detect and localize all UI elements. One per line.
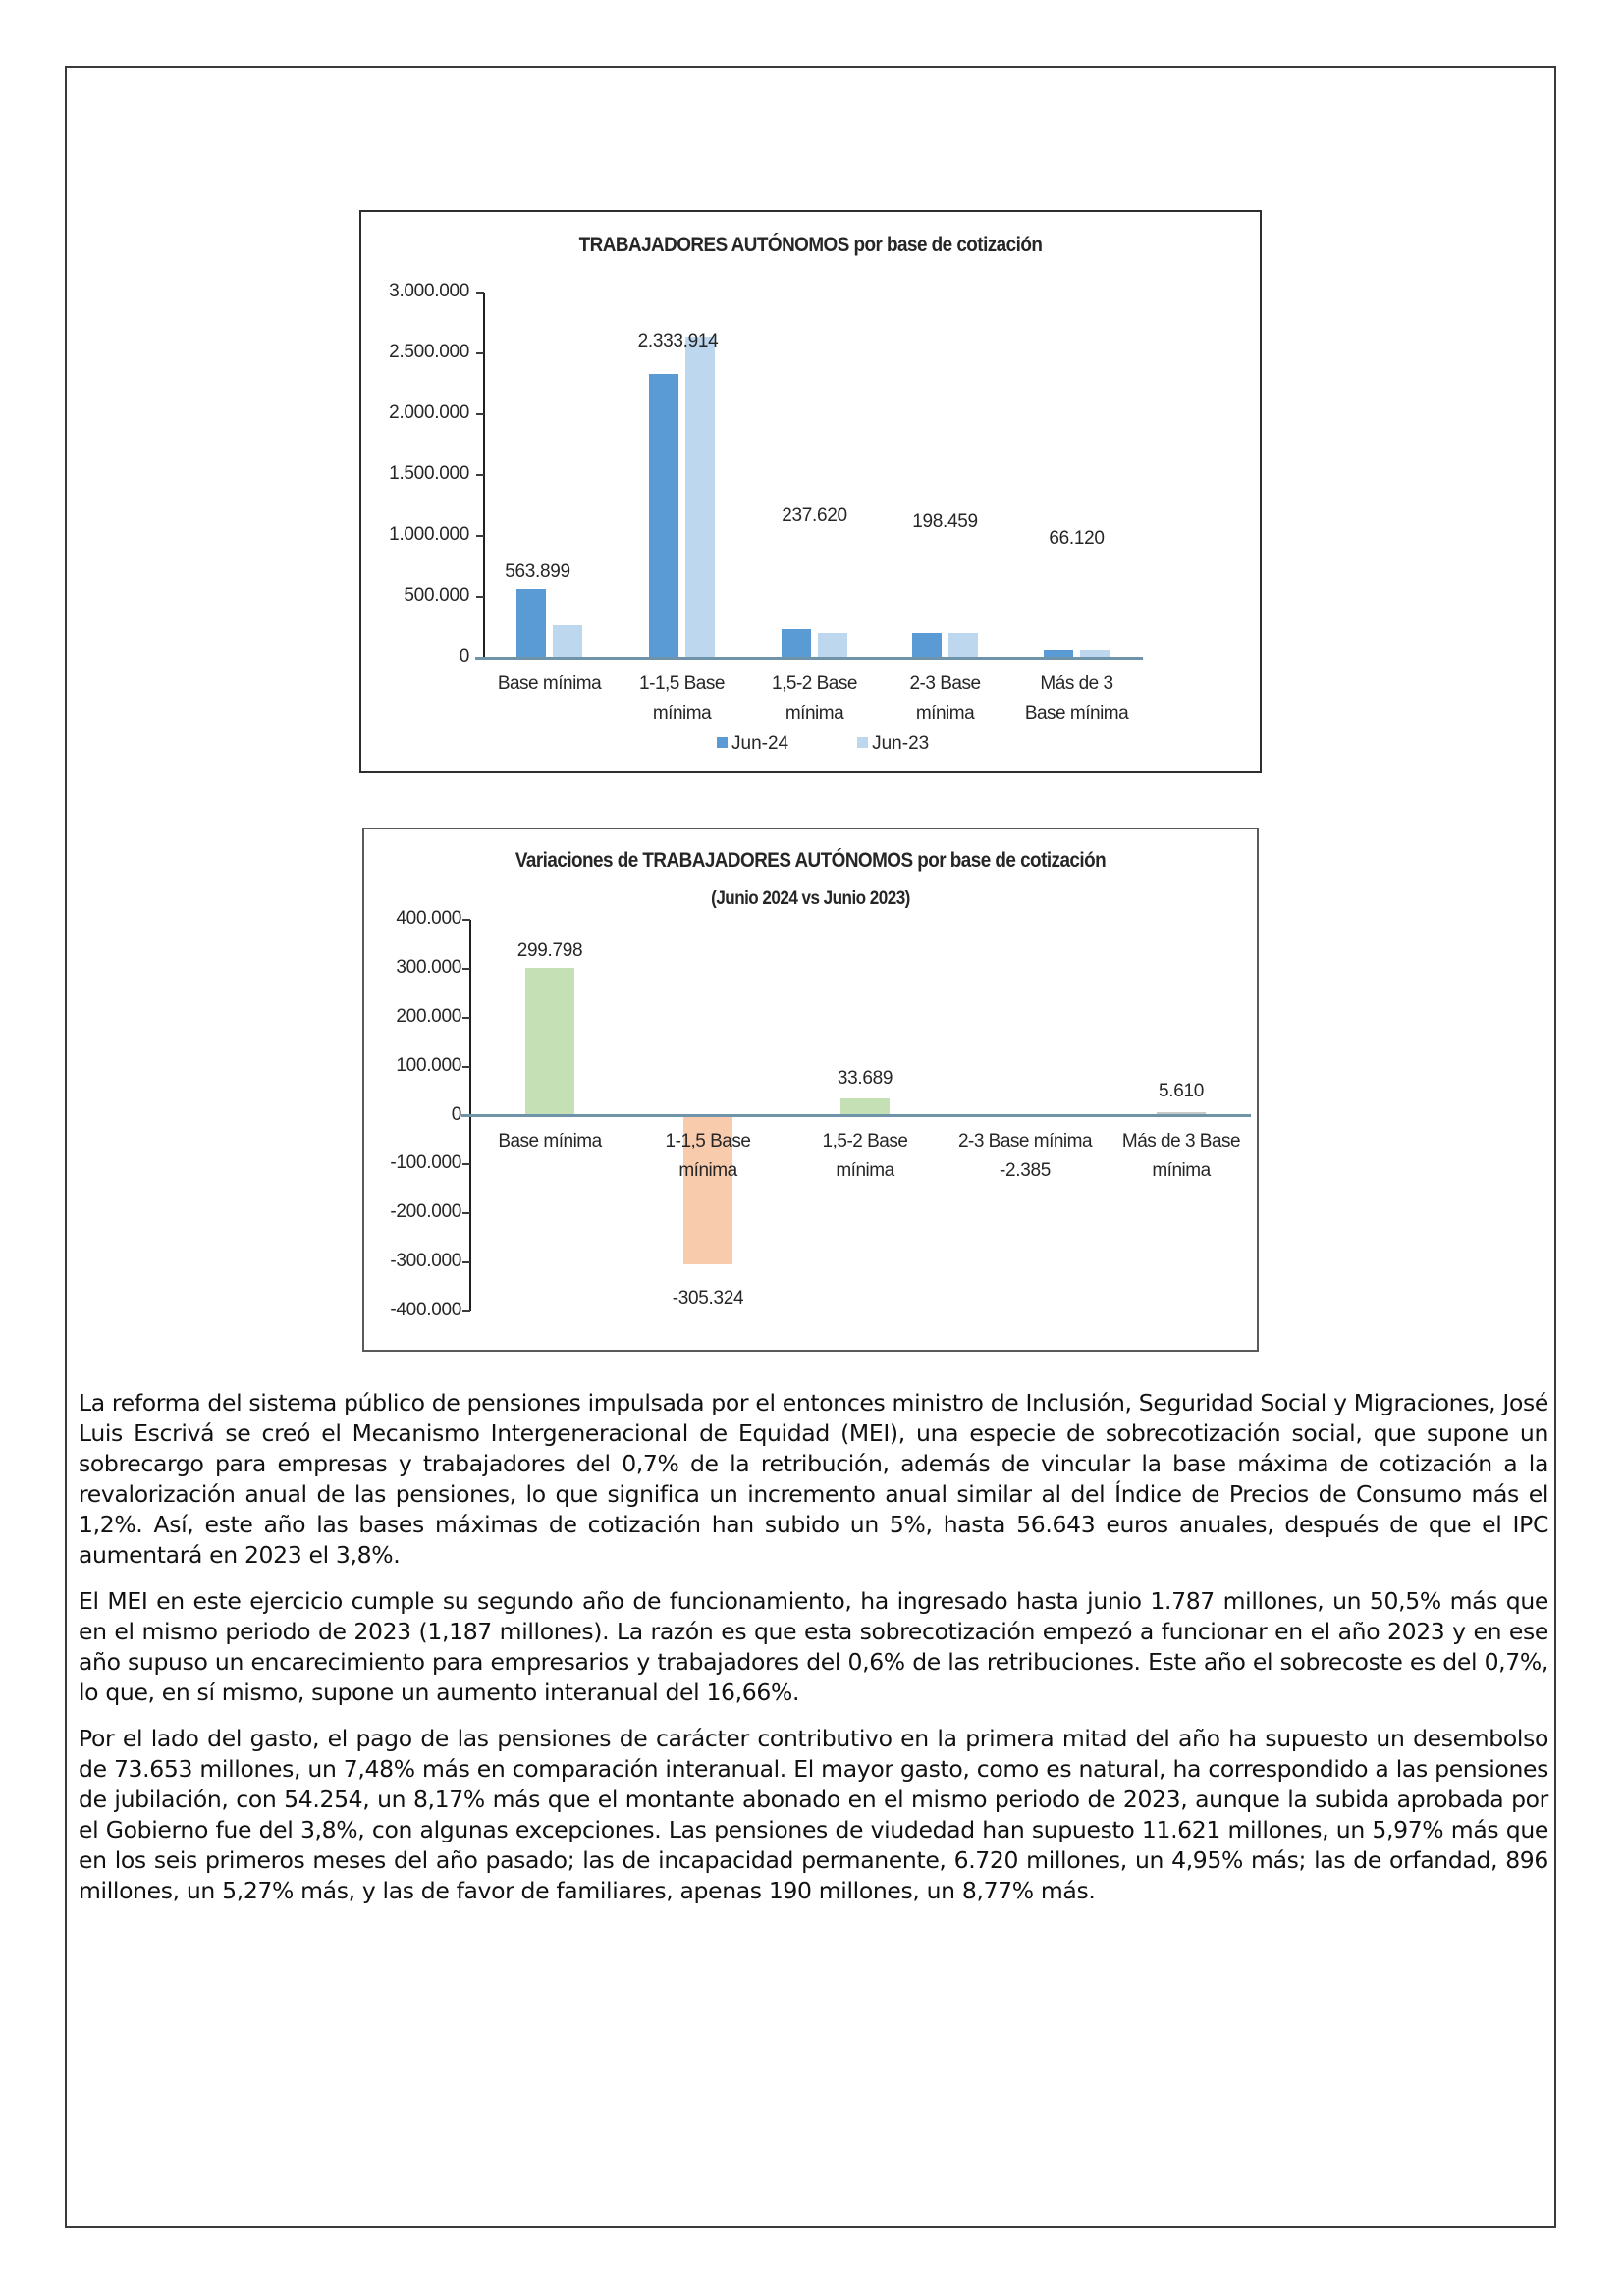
data-label: 66.120 <box>1049 528 1105 549</box>
y-tick <box>462 1212 470 1214</box>
y-tick-label: 2.000.000 <box>389 402 469 423</box>
data-label: 33.689 <box>837 1068 893 1089</box>
paragraph: El MEI en este ejercicio cumple su segundo año de funcionamiento, ha ingresado hasta junio 1.787 millones, un 50,5% más que en el mismo periodo de 2023 (1,187 millones). La razón es que esta sobrecotización empezó a funcionar en el año 2023 y en ese año supuso un encarecimiento para empresarios y trabajadores del 0,6% de las retribuciones. Este año el sobrecoste es del 0,7%, lo que, en sí mismo, supone un aumento interanual del 16,66%. <box>79 1587 1548 1706</box>
y-tick <box>462 1163 470 1165</box>
y-tick <box>462 919 470 921</box>
legend-item <box>717 733 788 754</box>
y-tick <box>462 968 470 970</box>
category-label-line: mínima <box>652 703 712 723</box>
category-label-line: Más de 3 Base <box>1121 1131 1241 1151</box>
y-tick-label: 0 <box>451 1103 461 1125</box>
y-tick <box>462 1017 470 1019</box>
article-body <box>79 1388 1548 1922</box>
category-label-line: Base mínima <box>1024 703 1129 723</box>
category-label-line: 1-1,5 Base <box>665 1131 751 1151</box>
y-tick-label: -100.000 <box>390 1152 461 1174</box>
paragraph: Por el lado del gasto, el pago de las pensiones de carácter contributivo en la primera mitad del año ha supuesto un desembolso de 73.653 millones, un 7,48% más en comparación interanual. El mayor gasto, como es natural, ha correspondido a las pensiones de jubilación, con 54.254, un 8,17% más que el montante abonado en el mismo periodo de 2023, aunque la subida aprobada por el Gobierno fue del 3,8%, con algunas excepciones. Las pensiones de viudedad han supuesto 11.621 millones, un 5,97% más que en los seis primeros meses del año pasado; las de incapacidad permanente, 6.720 millones, un 4,95% más; las de orfandad, 896 millones, un 5,27% más, y las de favor de familiares, apenas 190 millones, un 8,77% más. <box>79 1725 1548 1904</box>
legend-label: Jun-23 <box>872 733 930 754</box>
y-tick-label: 300.000 <box>396 956 461 978</box>
y-tick-label: 2.500.000 <box>389 342 469 362</box>
bar-jun-24 <box>912 633 942 658</box>
bar-jun-24 <box>782 629 811 658</box>
y-tick <box>476 413 484 415</box>
data-label: 198.459 <box>912 511 978 532</box>
bar-jun-23 <box>818 633 847 658</box>
legend-label: Jun-24 <box>731 733 789 754</box>
category-label-line: Más de 3 <box>1040 673 1113 694</box>
legend-swatch <box>717 737 728 748</box>
category-label <box>466 1127 633 1156</box>
data-label: -305.324 <box>672 1288 744 1308</box>
legend-item <box>857 733 929 754</box>
chart-legend <box>717 733 929 755</box>
y-tick <box>476 474 484 476</box>
paragraph: La reforma del sistema público de pensiones impulsada por el entonces ministro de Inclusión, Seguridad Social y Migraciones, José Luis Escrivá se creó el Mecanismo Intergeneracional de Equidad (MEI), una especie de sobrecotización social, que supone un sobrecargo para empresas y trabajadores del 0,7% de la retribución, además de vincular la base máxima de cotización a la revalorización anual de las pensiones, lo que significa un incremento anual similar al del Índice de Precios de Consumo más el 1,2%. Así, este año las bases máximas de cotización han subido un 5%, hasta 56.643 euros anuales, después de que el IPC aumentará en 2023 el 3,8%. <box>79 1389 1548 1569</box>
y-tick-label: 100.000 <box>396 1054 461 1076</box>
y-tick <box>476 292 484 294</box>
chart-title: Variaciones de TRABAJADORES AUTÓNOMOS por base de cotización <box>514 849 1107 872</box>
y-tick-label: 400.000 <box>396 908 461 929</box>
bar-positive <box>525 968 574 1115</box>
y-tick <box>476 352 484 354</box>
category-label <box>942 1127 1109 1156</box>
category-label-line: Base mínima <box>498 1131 602 1151</box>
y-tick-label: 0 <box>459 646 469 667</box>
y-tick-label: 200.000 <box>396 1005 461 1027</box>
y-tick-label: 500.000 <box>404 585 469 606</box>
y-tick-label: -200.000 <box>390 1201 461 1223</box>
y-tick <box>462 1310 470 1312</box>
y-tick <box>462 1066 470 1068</box>
y-tick-label: -400.000 <box>390 1300 461 1320</box>
category-label <box>994 669 1161 728</box>
legend-swatch <box>857 737 868 748</box>
category-label-line: mínima <box>915 703 975 723</box>
category-label-line: mínima <box>785 703 844 723</box>
y-tick <box>476 535 484 537</box>
bar-jun-23 <box>948 633 978 658</box>
data-label: -2.385 <box>999 1160 1052 1181</box>
category-label-line: 1,5-2 Base <box>822 1131 908 1151</box>
category-label-line: Base mínima <box>497 673 602 694</box>
category-label <box>782 1127 948 1186</box>
category-label <box>1098 1127 1265 1186</box>
category-label-line: 1,5-2 Base <box>772 673 857 694</box>
bar-jun-23 <box>685 337 715 658</box>
data-label: 2.333.914 <box>637 331 719 351</box>
y-tick-label: -300.000 <box>390 1251 461 1272</box>
chart-title: TRABAJADORES AUTÓNOMOS por base de cotización <box>578 234 1043 256</box>
category-label-line: mínima <box>1152 1160 1211 1181</box>
data-label: 5.610 <box>1158 1081 1205 1101</box>
x-axis <box>475 657 1143 660</box>
y-tick-label: 1.000.000 <box>389 524 469 545</box>
category-label-line: 2-3 Base <box>909 673 981 694</box>
data-label: 299.798 <box>516 940 583 961</box>
data-label: 237.620 <box>782 506 847 526</box>
y-tick-label: 3.000.000 <box>389 281 469 301</box>
category-label <box>624 1127 791 1186</box>
bar-jun-24 <box>516 589 546 658</box>
y-tick-label: 1.500.000 <box>389 463 469 484</box>
x-axis <box>461 1114 1251 1117</box>
category-label-line: mínima <box>836 1160 894 1181</box>
bar-jun-24 <box>649 374 678 658</box>
bar-positive <box>840 1098 890 1115</box>
chart-subtitle: (Junio 2024 vs Junio 2023) <box>711 888 910 909</box>
category-label-line: mínima <box>678 1160 737 1181</box>
data-label: 563.899 <box>505 561 570 582</box>
y-tick <box>476 596 484 598</box>
bar-jun-23 <box>553 625 582 658</box>
y-tick <box>462 1261 470 1263</box>
category-label-line: 1-1,5 Base <box>639 673 725 694</box>
category-label-line: 2-3 Base mínima <box>957 1131 1093 1151</box>
